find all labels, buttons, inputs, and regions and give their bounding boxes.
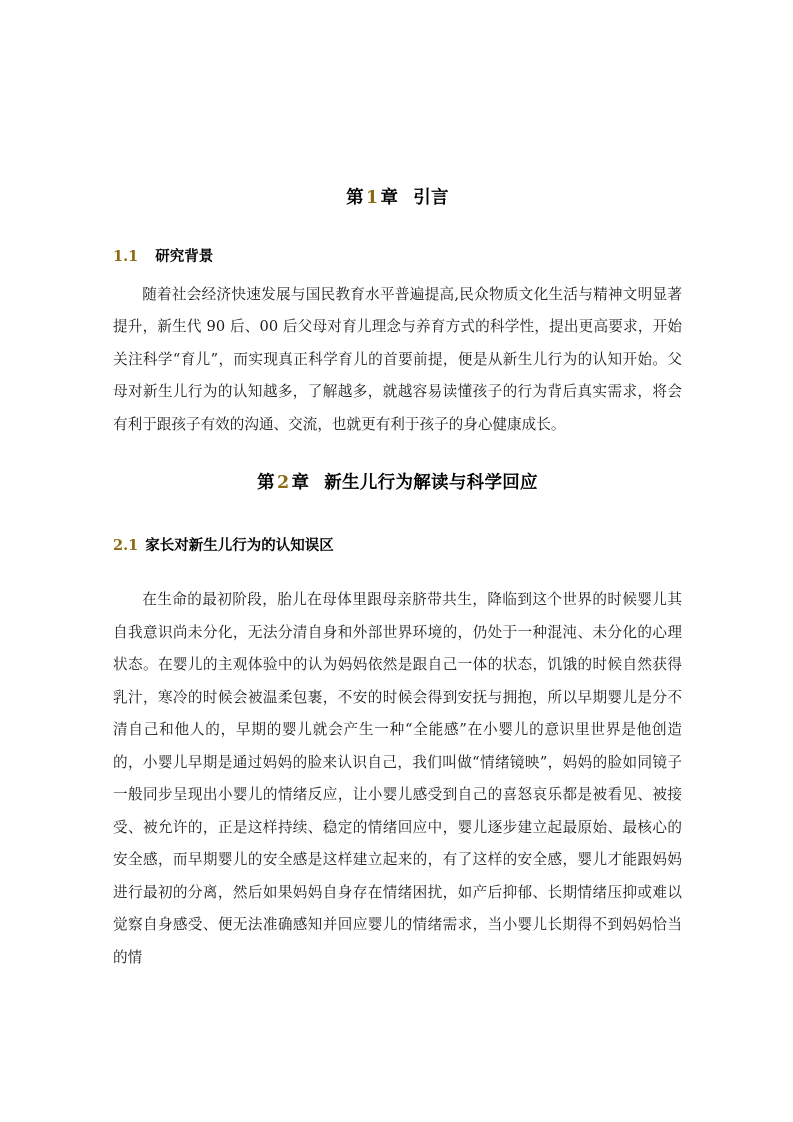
paragraph-1: 随着社会经济快速发展与国民教育水平普遍提高,民众物质文化生活与精神文明显著提升，新生代 90 后、00 后父母对育儿理念与养育方式的科学性，提出更高要求，开始关注科学“育儿”，而实现真正科学育儿的首要前提，便是从新生儿行为的认知开始。父母对新生儿行为的认知越多，了解越多，就越容易读懂孩子的行为背后真实需求，将会有利于跟孩子有效的沟通、交流，也就更有利于孩子的身心健康成长。 [113, 285, 682, 433]
chapter-2-suffix: 章 [291, 473, 310, 494]
paragraph-2: 在生命的最初阶段，胎儿在母体里跟母亲脐带共生，降临到这个世界的时候婴儿其自我意识尚未分化，无法分清自身和外部世界环境的，仍处于一种混沌、未分化的心理状态。在婴儿的主观体验中的认为妈妈依然是跟自己一体的状态，饥饿的时候自然获得乳汁，寒冷的时候会被温柔包裹，不安的时候会得到安抚与拥抱，所以早期婴儿是分不清自己和他人的，早期的婴儿就会产生一种“全能感”在小婴儿的意识里世界是他创造的，小婴儿早期是通过妈妈的脸来认识自己，我们叫做“情绪镜映”，妈妈的脸如同镜子一般同步呈现出小婴儿的情绪反应，让小婴儿感受到自己的喜怒哀乐都是被看见、被接受、被允许的，正是这样持续、稳定的情绪回应中，婴儿逐步建立起最原始、最核心的安全感，而早期婴儿的安全感是这样建立起来的，有了这样的安全感，婴儿才能跟妈妈进行最初的分离，然后如果妈妈自身存在情绪困扰，如产后抑郁、长期情绪压抑或难以觉察自身感受、便无法准确感知并回应婴儿的情绪需求，当小婴儿长期得不到妈妈恰当的情 [113, 591, 682, 966]
spacer-section11-to-paragraph1 [113, 267, 682, 279]
section-1-1-title: 研究背景 [155, 247, 214, 265]
spacer-chapter1-to-section11 [113, 211, 682, 247]
page-content [113, 0, 682, 974]
chapter-2-title: 新生儿行为解读与科学回应 [324, 473, 538, 494]
section-2-1-heading [113, 536, 682, 556]
top-margin-spacer [113, 0, 682, 186]
chapter-1-suffix: 章 [380, 188, 399, 208]
chapter-2-number: 2 [276, 473, 290, 494]
chapter-1-heading [113, 186, 682, 211]
section-1-1-number: 1.1 [113, 247, 139, 265]
chapter-2-prefix: 第 [257, 473, 275, 494]
section-1-1-heading [113, 247, 682, 267]
spacer-chapter2-to-section21 [113, 496, 682, 536]
section-2-1-number: 2.1 [113, 536, 139, 554]
section-2-1-title: 家长对新生儿行为的认知误区 [145, 536, 334, 554]
chapter-1-prefix: 第 [346, 188, 364, 208]
chapter-1-title: 引言 [413, 188, 449, 208]
chapter-1-number: 1 [365, 188, 379, 208]
spacer-paragraph1-to-chapter2 [113, 441, 682, 471]
spacer-section21-to-paragraph2 [113, 556, 682, 584]
chapter-2-heading [113, 471, 682, 496]
